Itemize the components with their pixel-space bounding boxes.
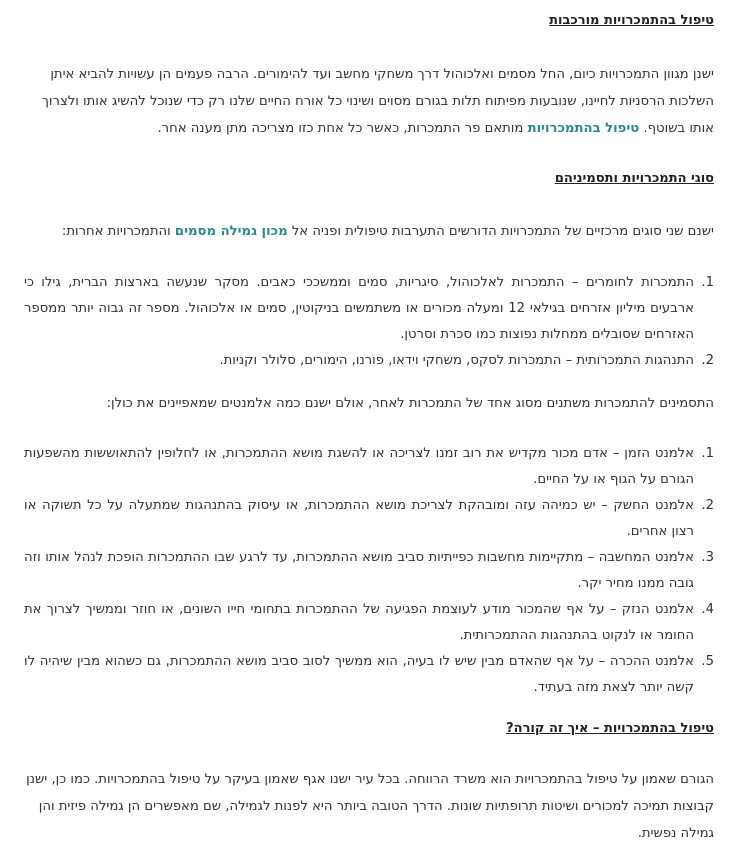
treatment-paragraph: הגורם שאמון על טיפול בהתמכרויות הוא משרד הרווחה. בכל עיר ישנו אגף שאמון בעיקר על טיפול בהתמכרויות. כמו כן, ישנן קבוצות תמיכה למכורים ושיטות תרופתיות שונות. הדרך הטובה ביותר היא לפנות לגמילה, שם מאפשרים הן גמילה פיזית והן גמילה נפשית.	[26, 772, 714, 841]
list-item	[24, 493, 714, 545]
list-item-text: התמכרות לחומרים – התמכרות לאלכוהול, סיגריות, סמים וממשככי כאבים. מסקר שנעשה בארצות הברית, גילו כי ארבעים מיליון אזרחים בגילאי 12 ומעלה מכורים או משתמשים בניקוטין, סמים או אלכוהול. מספר זה גבוה יותר ממספר האזרחים שסובלים ממחלות נפוצות כמו סכרת וסרטן.	[24, 275, 694, 342]
list-item-text: אלמנט החשק – יש כמיהה עזה ומובהקת לצריכת מושא ההתמכרות, או עיסוק בהתנהגות שמתעלה על כל תשוקה או רצון אחרים.	[24, 498, 694, 539]
list-number: 3.	[701, 550, 714, 565]
symptoms-list	[24, 441, 714, 701]
section-complex-addictions-body	[24, 61, 714, 142]
list-item	[24, 270, 714, 348]
list-item-text: אלמנט המחשבה – מתקיימות מחשבות כפייתיות סביב מושא ההתמכרות, עד לרגע שבו ההתמכרות הופכת לנהל אותו וזה גובה ממנו מחיר יקר.	[24, 550, 694, 591]
paragraph-text: והתמכרויות אחרות:	[61, 224, 175, 239]
list-item	[24, 545, 714, 597]
section-heading: טיפול בהתמכרויות – איך זה קורה?	[506, 721, 714, 736]
list-number: 1.	[701, 446, 714, 461]
list-item-text: אלמנט ההכרה – על אף שהאדם מבין שיש לו בעיה, הוא ממשיך לסוב סביב מושא ההתמכרות, גם כשהוא מבין שיהיה לו קשה יותר לצאת מזה בעתיד.	[24, 654, 694, 695]
section-treatment	[24, 720, 714, 738]
list-item-text: אלמנט הנזק – על אף שהמכור מודע לעוצמת הפגיעה של ההתמכרות בתחומי חייו השונים, או חוזר וממשיך לצרוך את החומר או לנקוט בהתנהגות ההתמכרותית.	[24, 602, 694, 643]
section-types	[24, 170, 714, 188]
list-item-text: התנהגות התמכרותית – התמכרות לסקס, משחקי וידאו, פורנו, הימורים, סלולר וקניות.	[219, 353, 694, 368]
list-item	[24, 348, 714, 374]
types-list	[24, 270, 714, 374]
paragraph-text: מותאם פר התמכרות, כאשר כל אחת כזו מצריכה מתן מענה אחר.	[157, 121, 528, 136]
intro-paragraph	[24, 61, 714, 142]
paragraph-text: ישנם שני סוגים מרכזיים של התמכרויות הדורשים התערבות טיפולית ופניה אל	[287, 224, 714, 239]
symptoms-intro-paragraph: התסמינים להתמכרות משתנים מסוג אחד של התמכרות לאחר, אולם ישנם כמה אלמנטים שמאפיינים את כולן:	[106, 396, 714, 411]
list-item-text: אלמנט הזמן – אדם מכור מקדיש את רוב זמנו לצריכה או להשגת מושא ההתמכרות, או לחלופין להתאוששות מהשפעות הגורם על הגוף או על החיים.	[24, 446, 694, 487]
list-number: 2.	[701, 353, 714, 368]
symptoms-intro	[24, 390, 714, 417]
list-item	[24, 597, 714, 649]
paragraph-text: ישנן מגוון התמכרויות כיום, החל מסמים ואלכוהול דרך משחקי מחשב ועד להימורים. הרבה פעמים הן עשויות להביא איתן השלכות הרסניות לחיינו, שנובעות מפיתוח תלות בגורם מסוים ושינוי כל אורח החיים שלנו רק כדי שנוכל להשיג אותו ולצרוך אותו בשוטף.	[41, 67, 714, 136]
section-complex-addictions	[24, 12, 714, 30]
addiction-treatment-link[interactable]: טיפול בהתמכרויות	[527, 121, 640, 136]
section-treatment-body	[24, 766, 714, 847]
list-number: 2.	[701, 498, 714, 513]
list-item	[24, 441, 714, 493]
section-heading: סוגי התמכרויות ותסמיניהם	[554, 171, 714, 186]
rehab-center-link[interactable]: מכון גמילה מסמים	[174, 224, 288, 239]
list-number: 5.	[701, 654, 714, 669]
list-number: 4.	[701, 602, 714, 617]
types-intro	[24, 218, 714, 245]
section-heading: טיפול בהתמכרויות מורכבות	[549, 13, 714, 28]
list-item	[24, 649, 714, 701]
list-number: 1.	[701, 275, 714, 290]
types-intro-paragraph	[24, 218, 714, 245]
